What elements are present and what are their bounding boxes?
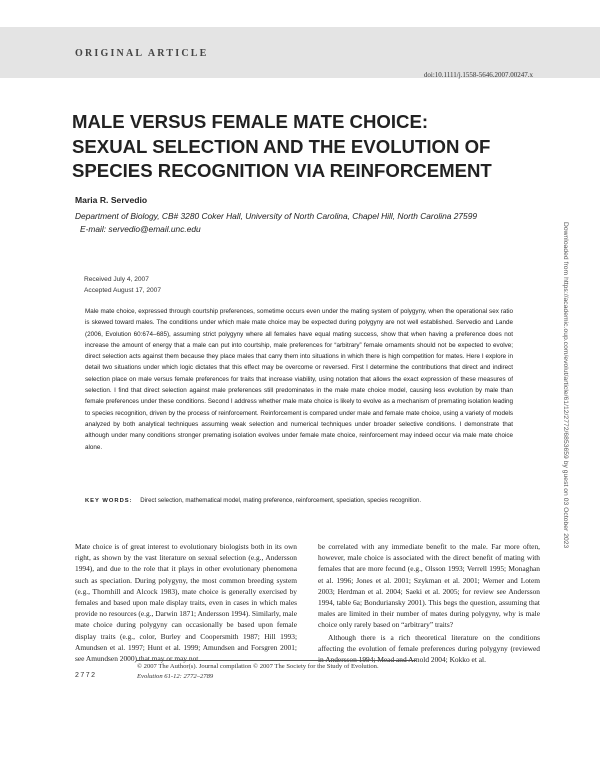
page-number: 2772 <box>75 672 97 679</box>
author-affiliation: Department of Biology, CB# 3280 Coker Hall, University of North Carolina, Chapel Hill, North Carolina 27599 <box>75 211 478 221</box>
accepted-date: Accepted August 17, 2007 <box>84 287 161 294</box>
received-date: Received July 4, 2007 <box>84 276 149 283</box>
body-column-left <box>75 541 297 664</box>
keywords <box>85 497 515 504</box>
download-watermark: Downloaded from https://academic.oup.com/evolut/article/61/12/2772/6853659 by guest on 03 October 2023 <box>562 222 569 549</box>
footer-divider <box>136 660 416 661</box>
body-paragraph: Mate choice is of great interest to evolutionary biologists both in its own right, as shown by the vast literature on sexual selection (e.g., Andersson 1994), and due to the role that it plays in other evolutionary phenomena such as speciation. During polygyny, the most common breeding system (e.g., Thornhill and Alcock 1983), mate choice is generally exercised by females and based upon male display traits, even in cases in which males provide no resources (e.g., Darwin 1871; Andersson 1994). Similarly, male mate choice during polygyny can occasionally be based upon female display traits (e.g., color, Burley and Coopersmith 1987; Hill 1993; Amundsen et al. 1997; Hunt et al. 1999; Amundsen and Forsgren 2001; see Amundsen 2000) that may or may not <box>75 542 298 664</box>
doi-link[interactable]: doi:10.1111/j.1558-5646.2007.00247.x <box>423 71 533 79</box>
abstract: Male mate choice, expressed through courtship preferences, sometime occurs even under the mating system of polygyny, when the operational sex ratio is skewed toward males. The conditions under which male mate choice may be expected during polygyny are not well established. Servedio and Lande (2006, Evolution 60:674–685), assuming strict polygyny where all females have equal mating success, show that when having a preference does not increase the amount of energy that a male can put into courtship, male preferences for “arbitrary” female ornaments should not be expected to evolve; direct selection acts against them because they place males that carry them into situations in which there is high competition for mates. Here I explore in detail two situations under which logic dictates that this effect may be overcome or reversed. First I determine the contributions that direct and indirect selection place on male versus female preferences for traits that increase viability, using notation that allows the exact expression of these measures of selection. I find that direct selection against male preferences still predominates in the male mate choice model, causing less evolution by male than female preferences under these conditions. Second I address whether male mate choice is likely to evolve as a mechanism of premating isolation leading to species recognition, driven by the process of reinforcement. Reinforcement is compared under male and female mate choice, using a variety of models analyzed by both analytical techniques assuming weak selection and numerical techniques under broader selective conditions. I demonstrate that although under many conditions stronger premating isolation evolves under female mate choice, reinforcement may indeed occur via male mate choice alone. <box>85 308 513 451</box>
keywords-label: KEY WORDS: <box>85 498 133 504</box>
author-name: Maria R. Servedio <box>75 195 148 205</box>
article-type-label: ORIGINAL ARTICLE <box>75 48 209 59</box>
article-dates <box>84 274 161 296</box>
article-title <box>72 110 542 184</box>
body-paragraph: Although there is a rich theoretical literature on the conditions affecting the evolution of female preferences during polygyny (reviewed in Andersson 1994; Mead and Arnold 2004; Kokko et al. <box>318 632 540 665</box>
title-line-2: SEXUAL SELECTION AND THE EVOLUTION OF <box>72 135 491 157</box>
body-column-right <box>318 541 540 665</box>
body-paragraph: be correlated with any immediate benefit to the male. Far more often, however, male choice is associated with the direct benefit of mating with females that are more fecund (e.g., Olsson 1993; Verrell 1995; Monaghan et al. 1996; Jones et al. 2001; Szykman et al. 2001; Werner and Lotem 2003; Herdman et al. 2004; Saeki et al. 2005; for review see Andersson 1994, table 6a; Bonduriansky 2001). This begs the question, assuming that males are limited in their number of mates during polygyny, why is male choice only rarely based on “arbitrary” traits? <box>318 542 540 630</box>
title-line-1: MALE VERSUS FEMALE MATE CHOICE: <box>72 111 429 132</box>
keywords-list: Direct selection, mathematical model, mating preference, reinforcement, speciation, species recognition. <box>140 497 422 504</box>
copyright-notice: © 2007 The Author(s). Journal compilation © 2007 The Society for the Study of Evolution. <box>137 663 379 670</box>
author-email[interactable]: E-mail: servedio@email.unc.edu <box>80 224 201 234</box>
title-line-3: SPECIES RECOGNITION VIA REINFORCEMENT <box>72 160 492 181</box>
journal-citation: Evolution 61-12: 2772–2789 <box>137 673 214 680</box>
